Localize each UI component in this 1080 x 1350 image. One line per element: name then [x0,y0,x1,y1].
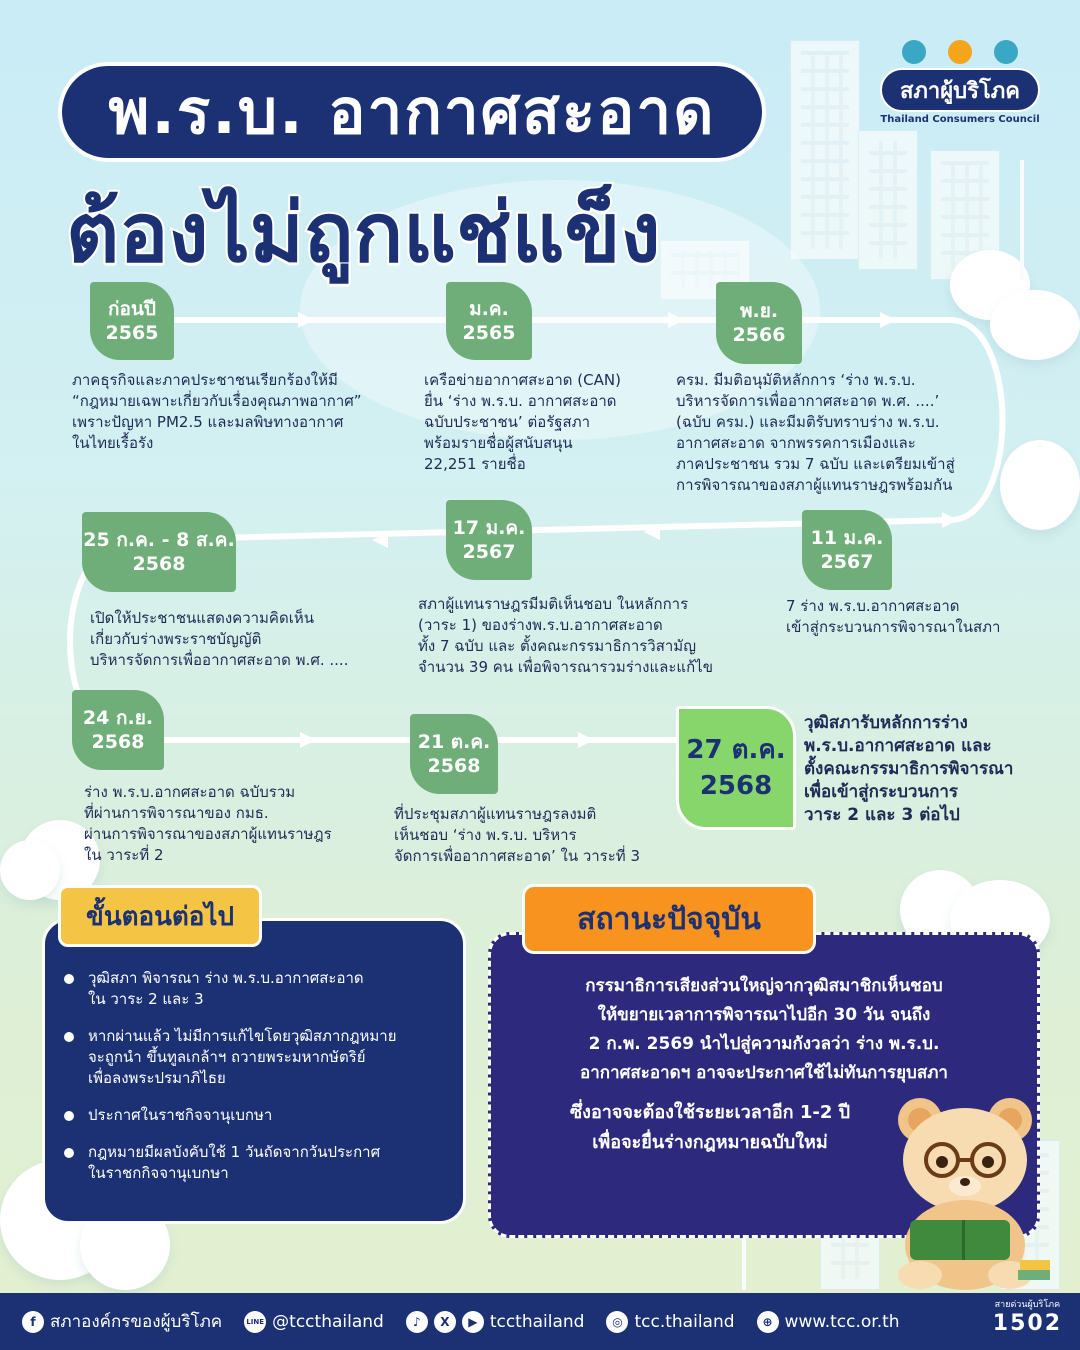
logo-english: Thailand Consumers Council [880,114,1040,125]
badge-label: พ.ย. [739,300,779,322]
hotline-label: สายด่วนผู้บริโภค [994,1300,1061,1310]
instagram-icon: ◎ [606,1311,628,1333]
footer-website[interactable] [757,1311,900,1333]
badge-label: ม.ค. [469,298,509,320]
footer-facebook[interactable] [22,1308,222,1335]
status-text: กรรมาธิการเสียงส่วนใหญ่จากวุฒิสมาชิกเห็นชอบ ให้ขยายเวลาการพิจารณาไปอีก 30 วัน จนถึง 2 ก.พ. 2569 นำไปสู่ความกังวลว่า ร่าง พ.ร.บ. อากาศสะอาดฯ อาจจะประกาศใช้ไม่ทันการยุบสภา [580,976,948,1083]
globe-icon: ⊕ [757,1311,779,1333]
timeline-badge [82,512,236,592]
badge-label: 24 ก.ย. [82,707,154,729]
badge-year: 2568 [91,731,145,753]
footer-instagram[interactable] [606,1311,734,1333]
timeline-desc-current: วุฒิสภารับหลักการร่าง พ.ร.บ.อากาศสะอาด และ ตั้งคณะกรรมาธิการพิจารณา เพื่อเข้าสู่กระบวนการ วาระ 2 และ 3 ต่อไป [804,713,1014,825]
youtube-icon: ▶ [462,1311,484,1333]
badge-year: 2567 [462,541,516,563]
timeline-desc: ที่ประชุมสภาผู้แทนราษฎรลงมติ เห็นชอบ ‘ร่าง พ.ร.บ. บริหาร จัดการเพื่ออากาศสะอาด’ ใน วาระที่ 3 [394,805,640,865]
timeline-badge [410,714,498,794]
tiktok-icon: ♪ [406,1311,428,1333]
hotline-number: 1502 [992,1311,1062,1336]
list-item: หากผ่านแล้ว ไม่มีการแก้ไขโดยวุฒิสภากฎหมาย จะถูกนำ ขึ้นทูลเกล้าฯ ถวายพระมหากษัตริย์ เพื่อลงพระปรมาภิไธย [62,1026,458,1089]
logo-name: สภาผู้บริโภค [880,68,1040,112]
badge-label: 27 ต.ค. [686,735,786,765]
timeline-desc: 7 ร่าง พ.ร.บ.อากาศสะอาด เข้าสู่กระบวนการพิจารณาในสภา [786,597,1001,636]
footer-line[interactable] [244,1311,384,1333]
next-steps-title: ขั้นตอนต่อไป [58,885,262,947]
next-steps-list [62,968,458,1200]
timeline-badge [90,282,174,360]
list-item: วุฒิสภา พิจารณา ร่าง พ.ร.บ.อากาศสะอาด ใน วาระ 2 และ 3 [62,968,458,1010]
bear-mascot-icon [880,1090,1050,1290]
badge-year: 2568 [427,755,481,777]
timeline-desc: สภาผู้แทนราษฎรมีมติเห็นชอบ ในหลักการ (วาระ 1) ของร่างพ.ร.บ.อากาศสะอาด ทั้ง 7 ฉบับ และ ตั้งคณะกรรมาธิการวิสามัญ จำนวน 39 คน เพื่อพิจารณารวมร่างและแก้ไข [418,595,713,676]
timeline-desc: เปิดให้ประชาชนแสดงความคิดเห็น เกี่ยวกับร่างพระราชบัญญัติ บริหารจัดการเพื่ออากาศสะอาด พ.ศ. .... [90,609,349,669]
badge-label: ก่อนปี [108,298,156,320]
badge-label: 11 ม.ค. [810,527,884,549]
status-emphasis: ซึ่งอาจจะต้องใช้ระยะเวลาอีก 1-2 ปี เพื่อจะยื่นร่างกฎหมายฉบับใหม่ [569,1102,851,1153]
hotline[interactable] [993,1297,1062,1336]
x-icon: X [434,1311,456,1333]
timeline-desc: ภาคธุรกิจและภาคประชาชนเรียกร้องให้มี “กฎหมายเฉพาะเกี่ยวกับเรื่องคุณภาพอากาศ” เพราะปัญหา PM2.5 และมลพิษทางอากาศ ในไทยเรื้อรัง [72,371,362,452]
instagram-label: tcc.thailand [634,1311,735,1332]
timeline-desc: เครือข่ายอากาศสะอาด (CAN) ยื่น ‘ร่าง พ.ร.บ. อากาศสะอาด ฉบับประชาชน’ ต่อรัฐสภา พร้อมรายชื่อผู้สนับสนุน 22,251 รายชื่อ [424,371,621,473]
timeline-desc: ร่าง พ.ร.บ.อากศสะอาด ฉบับรวม ที่ผ่านการพิจารณาของ กมธ. ผ่านการพิจารณาของสภาผู้แทนราษฎร ใน วาระที่ 2 [84,783,332,864]
badge-label: 17 ม.ค. [452,517,526,539]
status-title: สถานะปัจจุบัน [522,884,816,954]
badge-year: 2568 [699,771,773,801]
badge-year: 2566 [732,324,786,346]
facebook-icon: f [22,1311,44,1333]
footer-social[interactable] [406,1311,585,1333]
list-item: กฎหมายมีผลบังคับใช้ 1 วันถัดจากวันประกาศ ในราชกกิจจานุเบกษา [62,1142,458,1184]
timeline-badge [72,690,164,770]
badge-year: 2568 [132,553,186,575]
social-label: tccthailand [489,1311,585,1332]
list-item: ประกาศในราชกิจจานุเบกษา [62,1105,458,1126]
title-line-1: พ.ร.บ. อากาศสะอาด [58,62,766,162]
timeline-badge [802,510,892,590]
title-line-2: ต้องไม่ถูกแช่แข็ง [66,186,661,281]
badge-label: 25 ก.ค. - 8 ส.ค. [83,529,235,551]
badge-year: 2567 [820,551,874,573]
line-icon: LINE [244,1311,266,1333]
website-label: www.tcc.or.th [784,1311,900,1332]
badge-label: 21 ต.ค. [417,731,491,753]
badge-year: 2565 [462,322,516,344]
timeline-badge [716,282,802,364]
line-label: @tccthailand [272,1311,384,1332]
timeline-badge [446,500,532,580]
facebook-label: สภาองค์กรของผู้บริโภค [50,1312,223,1332]
timeline-badge [446,282,532,360]
timeline-badge-current [676,706,796,830]
badge-year: 2565 [105,322,159,344]
timeline-desc: ครม. มีมติอนุมัติหลักการ ‘ร่าง พ.ร.บ. บริหารจัดการเพื่ออากาศสะอาด พ.ศ. ....’ (ฉบับ ครม.) และมีมติรับทราบร่าง พ.ร.บ. อากาศสะอาด จากพรรคการเมืองและ ภาคประชาชน รวม 7 ฉบับ และเตรียมเข้าสู่ การพิจารณาของสภาผู้แทนราษฎรพร้อมกัน [676,371,955,494]
footer-bar [0,1293,1080,1350]
